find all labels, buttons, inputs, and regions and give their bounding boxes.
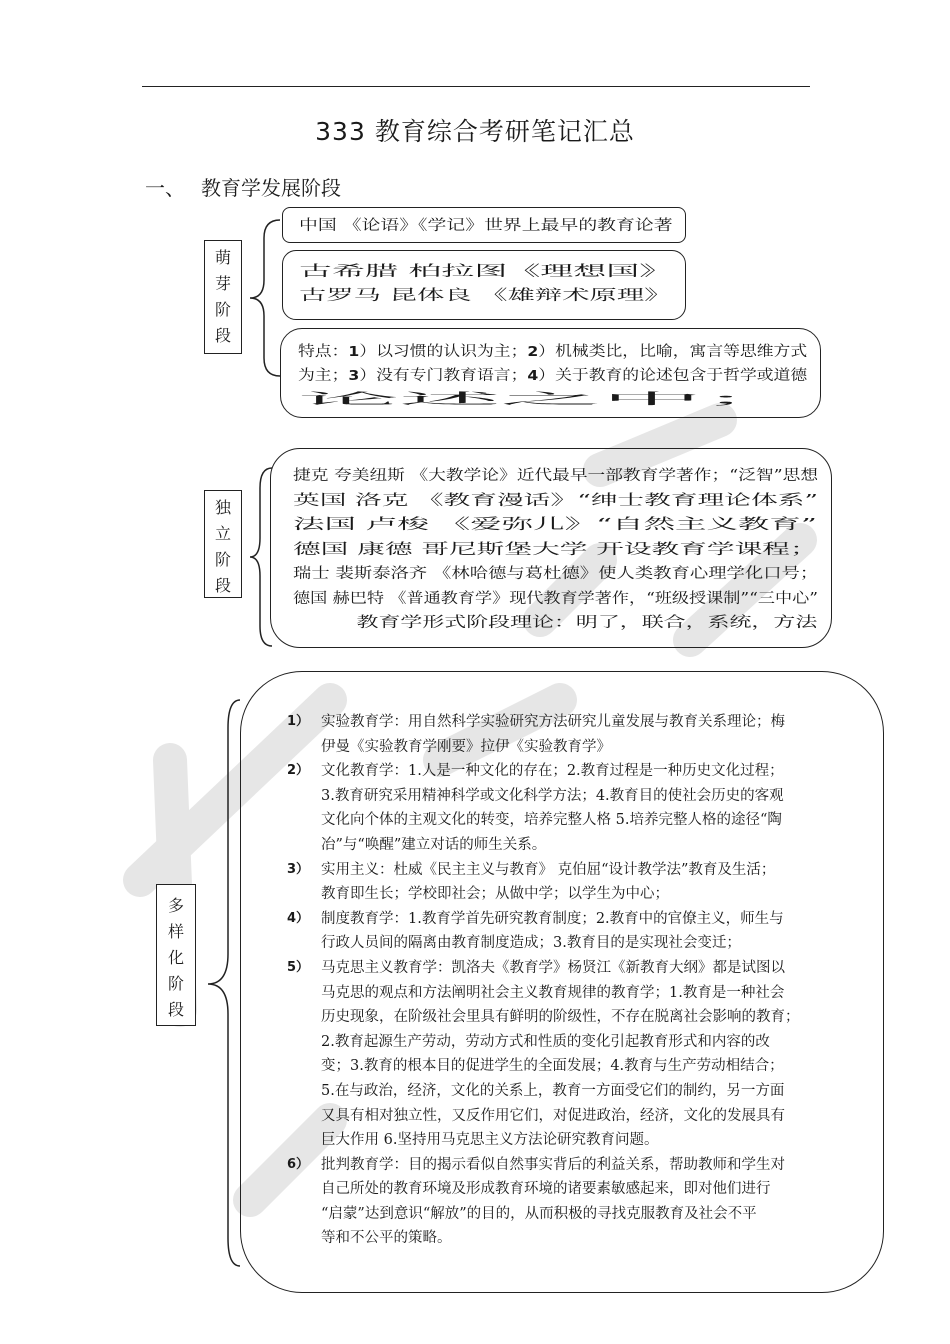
list-marker: 4）: [287, 910, 310, 926]
stage-label-char: 阶: [167, 974, 184, 993]
stage-label-char: 萌: [214, 248, 231, 267]
text-line: 教育即生长；学校即社会；从做中学；以学生为中心；: [321, 886, 669, 903]
diversified-box: [240, 671, 884, 1293]
list-item: [287, 710, 851, 759]
section-heading: [145, 172, 341, 201]
stage-label-char: 段: [214, 326, 231, 345]
text-line: 行政人员间的隔离由教育制度造成；3.教育目的是实现社会变迁；: [321, 935, 741, 952]
sprouting-box-west: [282, 250, 686, 320]
list-marker: 2）: [287, 763, 310, 779]
sprouting-west-line: 古希腊 柏拉图《理想国》: [299, 264, 673, 280]
list-marker: 6）: [287, 1156, 310, 1172]
stage-label-sprouting: [204, 240, 242, 354]
text-line: 历史现象，在阶级社会里具有鲜明的阶级性，不存在脱离社会影响的教育；: [321, 1009, 800, 1026]
list-item: [287, 759, 851, 857]
independent-line: 瑞士 裴斯泰洛齐 《林哈德与葛杜德》使人类教育心理学化口号；: [293, 566, 819, 582]
text-line: 2.教育起源生产劳动，劳动方式和性质的变化引起教育形式和内容的改: [321, 1033, 770, 1050]
brace-sprouting: [248, 218, 284, 378]
top-rule: [142, 86, 810, 87]
stage-label-char: 芽: [214, 274, 231, 293]
stage-label-independent: [204, 490, 242, 598]
section-title: 教育学发展阶段: [201, 176, 341, 200]
section-number: 一、: [145, 176, 185, 200]
text-line: 马克思主义教育学：凯洛夫《教育学》杨贤江《新教育大纲》都是试图以: [321, 959, 785, 976]
stage-label-char: 立: [214, 524, 231, 543]
sprouting-box-china: [282, 207, 686, 243]
text-line: 巨大作用 6.坚持用马克思主义方法论研究教育问题。: [321, 1132, 659, 1149]
text-line: “启蒙”达到意识“解放”的目的，从而积极的寻找克服教育及社会不平: [321, 1205, 757, 1222]
independent-line: 教育学形式阶段理论：明了，联合，系统，方法: [356, 615, 818, 631]
text-line: 又具有相对独立性，又反作用它们，对促进政治，经济，文化的发展具有: [321, 1107, 785, 1124]
sprouting-west-line: 古罗马 昆体良 《雄辩术原理》: [299, 288, 672, 304]
list-item: [287, 858, 851, 907]
list-marker: 3）: [287, 861, 310, 877]
text-line: 等和不公平的策略。: [321, 1230, 452, 1247]
text-line: 文化教育学：1.人是一种文化的存在；2.教育过程是一种历史文化过程；: [321, 763, 784, 780]
stage-label-char: 阶: [214, 300, 231, 319]
list-item: [287, 907, 851, 956]
text-line: 5.在与政治，经济，文化的关系上，教育一方面受它们的制约，另一方面: [321, 1082, 785, 1099]
text-line: 批判教育学：目的揭示看似自然事实背后的利益关系，帮助教师和学生对: [321, 1156, 785, 1173]
list-marker: 5）: [287, 959, 310, 975]
text-line: 伊曼《实验教育学刚要》拉伊《实验教育学》: [321, 738, 611, 755]
text-line: 自己所处的教育环境及形成教育环境的诸要素敏感起来，即对他们进行: [321, 1181, 771, 1198]
stage-label-char: 化: [167, 948, 184, 967]
text-line: 变；3.教育的根本目的促进学生的全面发展；4.教育与生产劳动相结合；: [321, 1058, 784, 1075]
stage-label-char: 独: [214, 498, 231, 517]
sprouting-box-features: [280, 328, 821, 418]
independent-line: 英国 洛克 《教育漫话》“绅士教育理论体系”: [293, 492, 819, 509]
document-title: 333 教育综合考研笔记汇总: [315, 117, 635, 146]
independent-line: 德国 赫巴特 《普通教育学》现代教育学著作，“班级授课制”“三中心”: [293, 590, 818, 607]
text-line: 文化向个体的主观文化的转变，培养完整人格 5.培养完整人格的途径“陶: [321, 812, 782, 829]
list-item: [287, 1153, 851, 1251]
text-line: 3.教育研究采用精神科学或文化科学方法；4.教育目的使社会历史的客观: [321, 787, 784, 804]
list-item: [287, 956, 851, 1153]
independent-line: 法国 卢梭 《爱弥儿》“自然主义教育”: [293, 517, 817, 533]
text-line: 实用主义：杜威《民主主义与教育》 克伯屈“设计教学法”教育及生活；: [321, 861, 776, 878]
independent-line: 捷克 夸美纽斯 《大教学论》近代最早一部教育学著作；“泛智”思想: [293, 468, 819, 484]
stage-label-diversified: [156, 884, 196, 1026]
text-line: 实验教育学：用自然科学实验研究方法研究儿童发展与教育关系理论；梅: [321, 714, 785, 730]
stage-label-char: 样: [167, 922, 184, 941]
text-line: 制度教育学：1.教育学首先研究教育制度；2.教育中的官僚主义，师生与: [321, 910, 784, 927]
sprouting-china-text: 中国 《论语》《学记》世界上最早的教育论著: [299, 218, 673, 234]
stage-label-char: 阶: [214, 550, 231, 569]
stage-label-char: 段: [167, 1000, 184, 1019]
list-marker: 1）: [287, 714, 310, 729]
stage-label-char: 多: [167, 896, 184, 915]
text-line: 冶”与“唤醒”建立对话的师生关系。: [321, 836, 547, 853]
features-line: 特点：1）以习惯的认识为主；2）机械类比，比喻，寓言等思维方式: [298, 344, 808, 360]
features-line: 论述之中；: [298, 392, 804, 408]
features-line: 为主；3）没有专门教育语言；4）关于教育的论述包含于哲学或道德: [298, 368, 808, 384]
brace-diversified: [204, 698, 244, 1270]
independent-box: [270, 448, 832, 648]
text-line: 马克思的观点和方法阐明社会主义教育规律的教育学；1.教育是一种社会: [321, 984, 785, 1001]
stage-label-char: 段: [214, 576, 231, 595]
independent-line: 德国 康德 哥尼斯堡大学 开设教育学课程；: [293, 541, 818, 558]
